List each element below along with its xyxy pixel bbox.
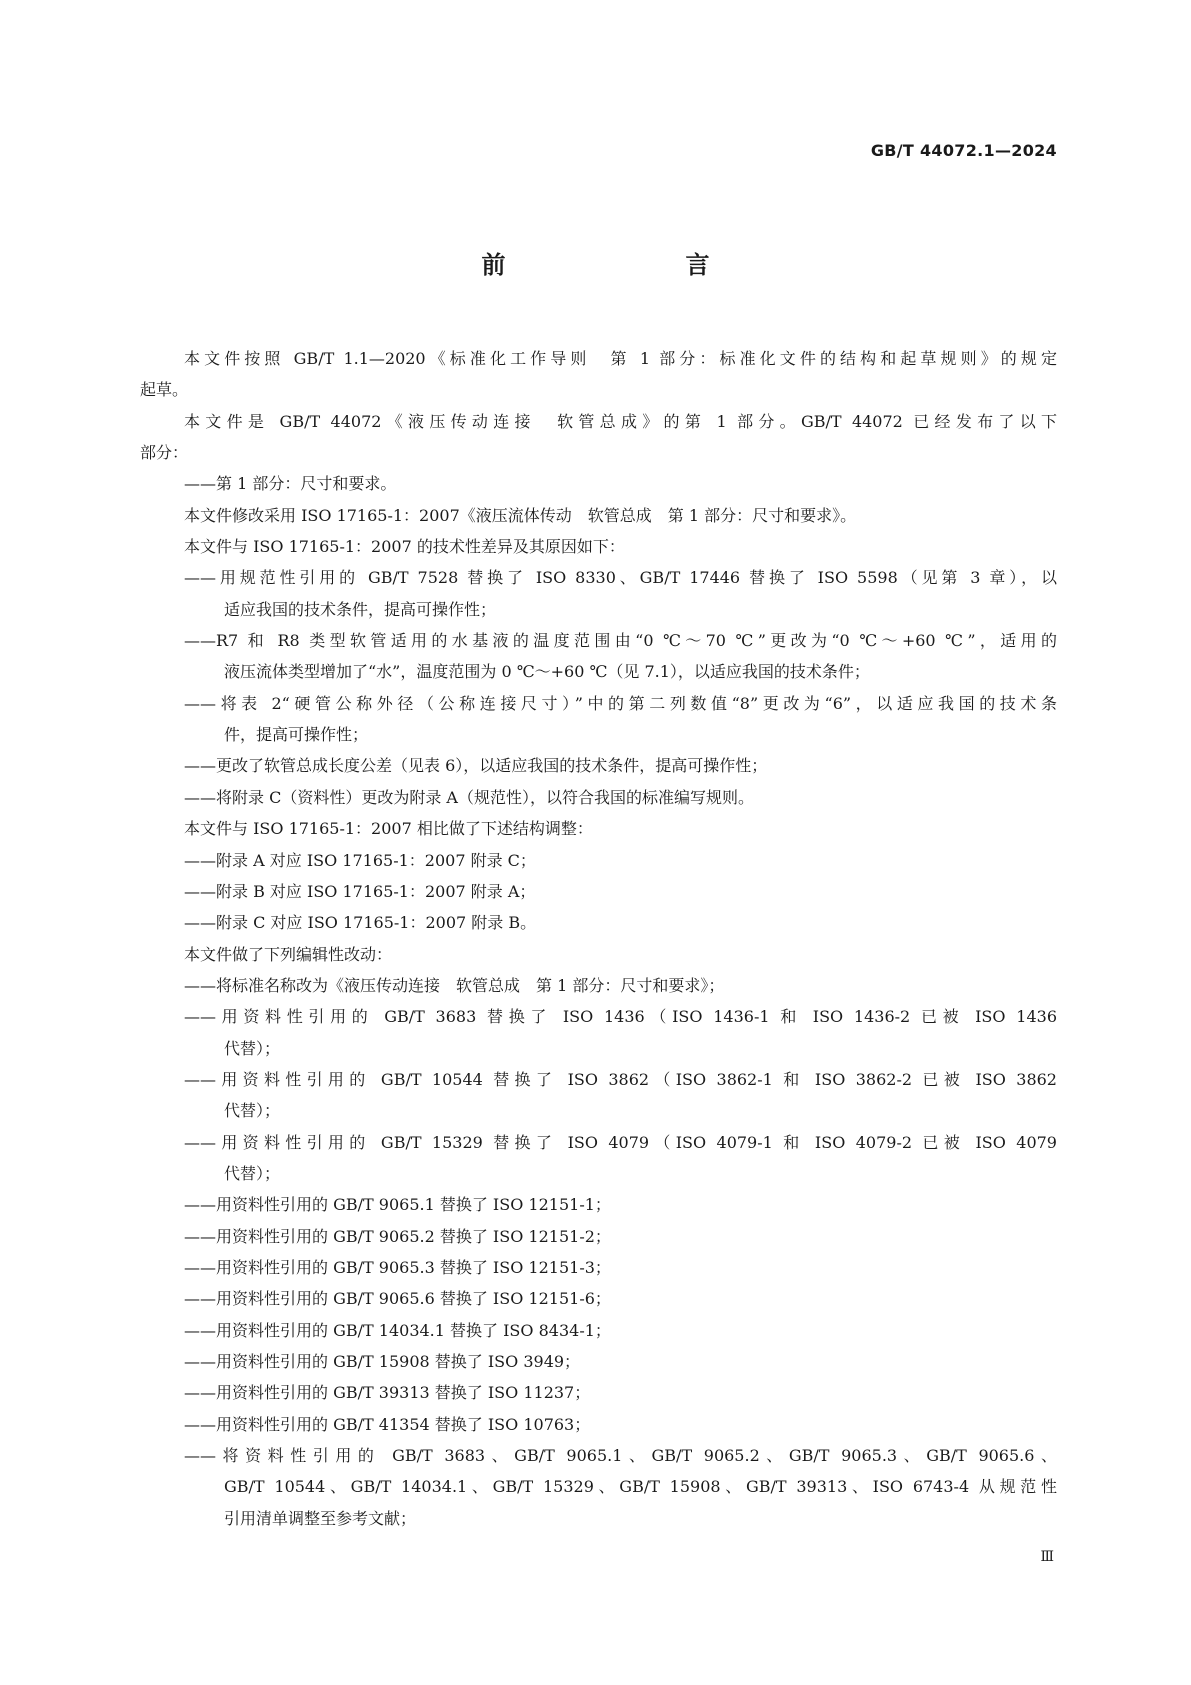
list-item: ——将附录 C（资料性）更改为附录 A（规范性），以符合我国的标准编写规则。 [184,787,754,807]
list-item: ——用资料性引用的 GB/T 9065.1 替换了 ISO 12151-1； [184,1195,611,1215]
list-item: ——附录 A 对应 ISO 17165-1：2007 附录 C； [184,850,536,870]
list-item: ——用资料性引用的 GB/T 10544 替换了 ISO 3862（ISO 3862-1 和 ISO 3862-2 已被 ISO 3862 [184,1069,1057,1089]
text-line: 部分： [140,443,189,463]
list-item-continuation: 件，提高可操作性； [224,725,369,745]
list-item: ——用资料性引用的 GB/T 41354 替换了 ISO 10763； [184,1414,591,1434]
list-item-continuation: 代替）； [224,1163,281,1183]
list-item: ——将标准名称改为《液压传动连接 软管总成 第 1 部分：尺寸和要求》； [184,975,725,995]
list-item: ——更改了软管总成长度公差（见表 6），以适应我国的技术条件，提高可操作性； [184,756,768,776]
text-line: 本文件做了下列编辑性改动： [184,944,393,964]
text-line: 本文件修改采用 ISO 17165-1：2007《液压流体传动 软管总成 第 1 部分：尺寸和要求》。 [184,505,857,525]
list-item: ——第 1 部分：尺寸和要求。 [184,474,397,494]
list-item-continuation: 适应我国的技术条件，提高可操作性； [224,599,497,619]
list-item: ——用资料性引用的 GB/T 3683 替换了 ISO 1436（ISO 1436-1 和 ISO 1436-2 已被 ISO 1436 [184,1007,1057,1027]
text-line: 本文件与 ISO 17165-1：2007 的技术性差异及其原因如下： [184,537,625,557]
list-item-continuation: 代替）； [224,1038,281,1058]
list-item: ——将表 2“硬管公称外径（公称连接尺寸）”中的第二列数值“8”更改为“6”，以适应我国的技术条 [184,693,1057,713]
list-item: ——用资料性引用的 GB/T 9065.6 替换了 ISO 12151-6； [184,1289,611,1309]
list-item: ——用资料性引用的 GB/T 15908 替换了 ISO 3949； [184,1352,581,1371]
list-item: ——用资料性引用的 GB/T 15329 替换了 ISO 4079（ISO 4079-1 和 ISO 4079-2 已被 ISO 4079 [184,1132,1057,1152]
list-item: ——R7 和 R8 类型软管适用的水基液的温度范围由“0 ℃～70 ℃”更改为“0 ℃～+60 ℃”，适用的 [184,631,1057,651]
page-number: Ⅲ [1040,1549,1054,1565]
standard-code: GB/T 44072.1—2024 [870,141,1057,160]
list-item: ——用资料性引用的 GB/T 9065.3 替换了 ISO 12151-3； [184,1257,611,1277]
text-line: 本文件是 GB/T 44072《液压传动连接 软管总成》的第 1 部分。GB/T 44072 已经发布了以下 [184,411,1057,431]
list-item: ——用资料性引用的 GB/T 9065.2 替换了 ISO 12151-2； [184,1226,611,1246]
list-item-continuation: 代替）； [224,1101,281,1121]
list-item-continuation: 液压流体类型增加了“水”，温度范围为 0 ℃～+60 ℃（见 7.1），以适应我国的技术条件； [224,662,870,682]
list-item-continuation: 引用清单调整至参考文献； [224,1508,417,1528]
list-item: ——将资料性引用的 GB/T 3683、GB/T 9065.1、GB/T 9065.2、GB/T 9065.3、GB/T 9065.6、 [184,1446,1057,1466]
page-title: 前 言 [481,251,754,279]
list-item: ——用规范性引用的 GB/T 7528 替换了 ISO 8330、GB/T 17446 替换了 ISO 5598（见第 3 章），以 [184,568,1057,588]
list-item: ——用资料性引用的 GB/T 39313 替换了 ISO 11237； [184,1383,591,1403]
list-item: ——用资料性引用的 GB/T 14034.1 替换了 ISO 8434-1； [184,1320,611,1340]
list-item: ——附录 C 对应 ISO 17165-1：2007 附录 B。 [184,913,537,933]
list-item-continuation: GB/T 10544、GB/T 14034.1、GB/T 15329、GB/T 15908、GB/T 39313、ISO 6743-4 从规范性 [224,1477,1057,1497]
text-line: 本文件按照 GB/T 1.1—2020《标准化工作导则 第 1 部分：标准化文件的结构和起草规则》的规定 [184,349,1057,368]
list-item: ——附录 B 对应 ISO 17165-1：2007 附录 A； [184,881,536,901]
text-line: 本文件与 ISO 17165-1：2007 相比做了下述结构调整： [184,819,593,839]
foreword-body [140,343,1057,1534]
text-line: 起草。 [140,380,189,400]
